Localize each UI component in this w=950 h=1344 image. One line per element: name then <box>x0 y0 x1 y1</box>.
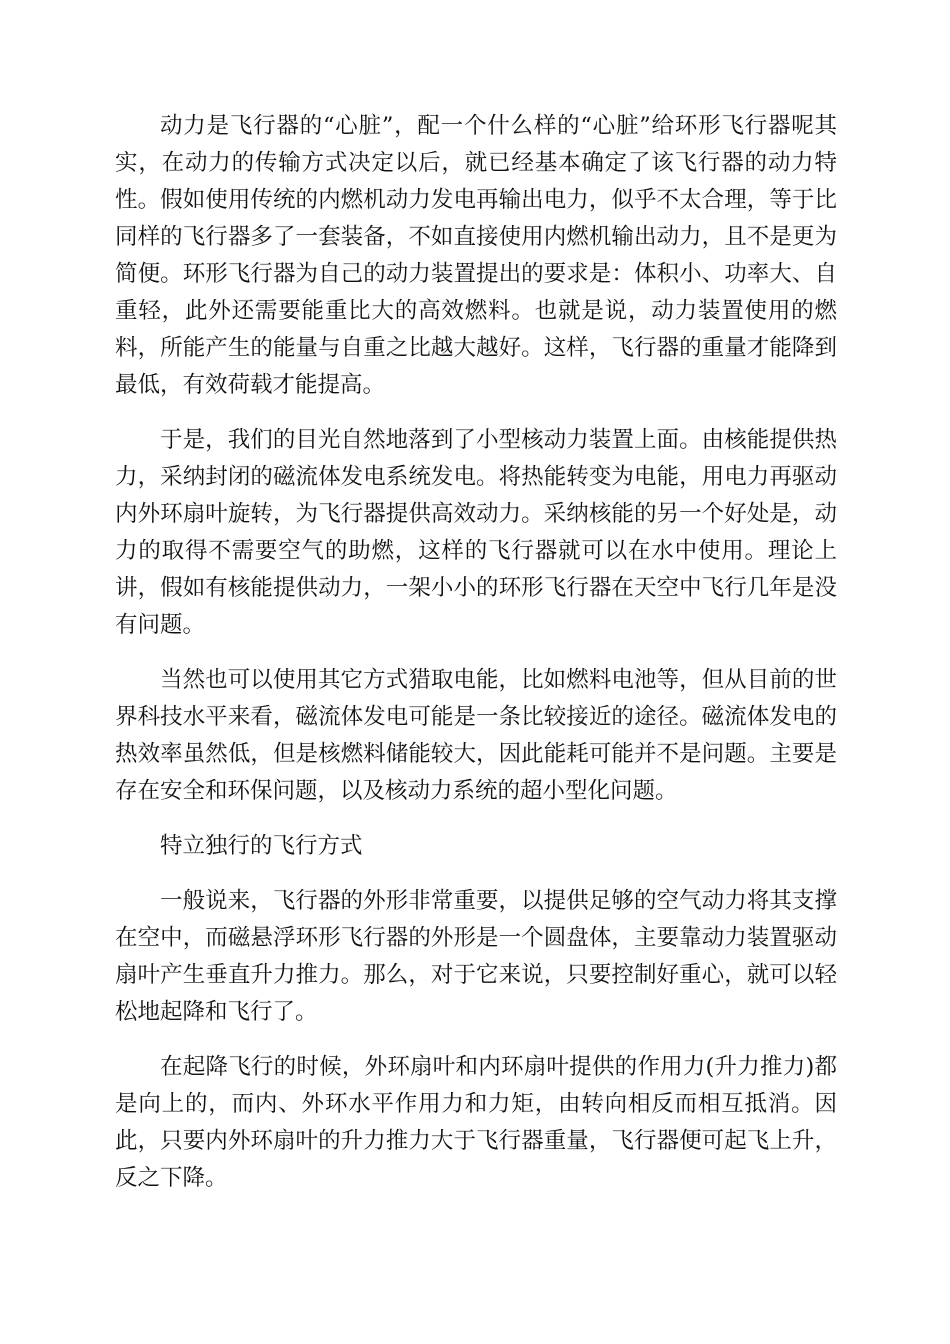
paragraph-nuclear-power: 于是，我们的目光自然地落到了小型核动力装置上面。由核能提供热力，采纳封闭的磁流体发电系统发电。将热能转变为电能，用电力再驱动内外环扇叶旋转，为飞行器提供高效动力。采纳核能的另一个好处是，动力的取得不需要空气的助燃，这样的飞行器就可以在水中使用。理论上讲，假如有核能提供动力，一架小小的环形飞行器在天空中飞行几年是没有问题。 <box>115 427 837 638</box>
section-heading: 特立独行的飞行方式 <box>160 833 363 859</box>
paragraph-takeoff-landing: 在起降飞行的时候，外环扇叶和内环扇叶提供的作用力(升力推力)都是向上的，而内、外环水平作用力和力矩，由转向相反而相互抵消。因此，只要内外环扇叶的升力推力大于飞行器重量，飞行器便可起飞上升，反之下降。 <box>115 1054 837 1191</box>
paragraph-mhd-generation: 当然也可以使用其它方式猎取电能，比如燃料电池等，但从目前的世界科技水平来看，磁流体发电可能是一条比较接近的途径。磁流体发电的热效率虽然低，但是核燃料储能较大，因此能耗可能并不是问题。主要是存在安全和环保问题，以及核动力系统的超小型化问题。 <box>115 667 837 804</box>
paragraph-flight-shape: 一般说来，飞行器的外形非常重要，以提供足够的空气动力将其支撑在空中，而磁悬浮环形飞行器的外形是一个圆盘体，主要靠动力装置驱动扇叶产生垂直升力推力。那么，对于它来说，只要控制好重心，就可以轻松地起降和飞行了。 <box>115 888 837 1025</box>
paragraph-power-heart: 动力是飞行器的“心脏”，配一个什么样的“心脏”给环形飞行器呢其实，在动力的传输方式决定以后，就已经基本确定了该飞行器的动力特性。假如使用传统的内燃机动力发电再输出电力，似乎不太合理，等于比同样的飞行器多了一套装备，不如直接使用内燃机输出动力，且不是更为简便。环形飞行器为自己的动力装置提出的要求是：体积小、功率大、自重轻，此外还需要能重比大的高效燃料。也就是说，动力装置使用的燃料，所能产生的能量与自重之比越大越好。这样，飞行器的重量才能降到最低，有效荷载才能提高。 <box>115 113 837 398</box>
document-body <box>115 108 837 1215</box>
